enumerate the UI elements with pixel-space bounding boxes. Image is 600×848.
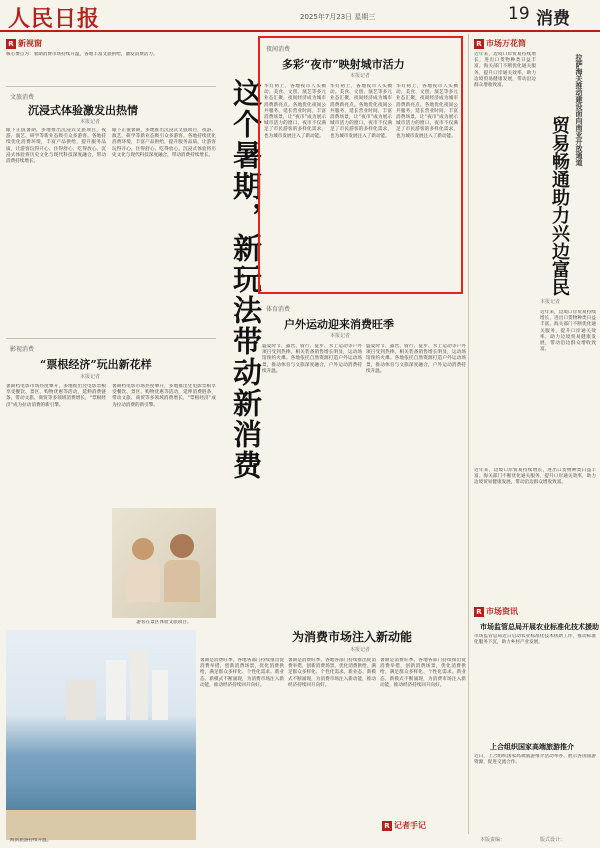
section-label-new-window: R 新视窗 — [6, 38, 42, 49]
highlight-body-col1: 华灯初上，各地夜市人头攒动。美食、文创、演艺等多元业态汇聚，夜间经济成为城市消费新亮点。各地优化夜间公共服务，延长营业时间，丰富消费场景，让“夜市”成为展示城市活力的窗口。夜市不仅满足了市民游客的多样化需求，也为城市发展注入了新动能。 — [264, 84, 326, 139]
page-number: 19 — [508, 4, 530, 24]
article1-kicker: 文旅消费 — [10, 94, 35, 101]
bottom-body-col2: 暑期是消费旺季。各地各部门持续推出促消费举措，创新消费场景，优化消费供给，满足群众多样化、个性化需求。新业态、新模式不断涌现，为消费市场注入新动能，推动经济持续回升向好。 — [288, 658, 376, 688]
outdoor-body-col2: 盛夏时节，露营、骑行、徒步、水上运动等户外项目受到热捧。相关装备销售增长明显，运动场馆预约火爆。各地依托自然资源打造户外运动场景，推动体育与文旅深度融合，户外运动消费持续升温。 — [366, 344, 466, 374]
bottom-byline: 本报记者 — [350, 647, 371, 653]
beach-photo — [6, 630, 196, 840]
right-body-col2: 近年来，边境口岸贸易持续增长，进出口货物种类日益丰富。海关部门不断优化通关服务，提升口岸通关效率，助力边境贸易健康发展，带动沿边群众增收致富。 — [540, 310, 596, 353]
beach — [6, 810, 196, 840]
feature-big-title: 这个暑期，新玩法带动新消费 — [229, 78, 263, 481]
building — [152, 670, 168, 720]
highlight-byline: 本报记者 — [350, 73, 371, 79]
article2-body-col1: 暑期档电影市场热度攀升，多地推出凭电影票根享受餐饮、景区、购物优惠等活动，延伸消费链条，带动文旅、商贸等多领域消费增长，“票根经济”成为拉动消费的新引擎。 — [6, 384, 106, 408]
bottom-body-col1: 暑期是消费旺季。各地各部门持续推出促消费举措，创新消费场景，优化消费供给，满足群众多样化、个性化需求。新业态、新模式不断涌现，为消费市场注入新动能，推动经济持续回升向好。 — [200, 658, 284, 688]
right-column-text: 拉萨海关推动建设面向南亚开放通道 — [575, 54, 584, 166]
section-label-market-news: R 市场资讯 — [474, 606, 518, 617]
article2-body-col2: 暑期档电影市场热度攀升，多地推出凭电影票根享受餐饮、景区、购物优惠等活动，延伸消费链条，带动文旅、商贸等多领域消费增长，“票根经济”成为拉动消费的新引擎。 — [112, 384, 216, 408]
footer-design: 版式设计： — [540, 837, 566, 843]
r-badge-icon: R — [474, 39, 484, 49]
dateline: 2025年7月23日 星期三 — [300, 13, 376, 21]
bottom-title: 为消费市场注入新动能 — [292, 630, 413, 644]
child-figure — [132, 538, 154, 560]
r-badge-icon: R — [6, 39, 16, 49]
right-headline: 贸易畅通助力兴边富民 — [549, 116, 570, 296]
page-section: 消费 — [536, 9, 570, 29]
child-figure — [170, 534, 194, 558]
right-body-lower: 近年来，边境口岸贸易持续增长，进出口货物种类日益丰富。海关部门不断优化通关服务，提升口岸通关效率，助力边境贸易健康发展，带动沿边群众增收致富。 — [474, 468, 596, 486]
section-label-market: R 市场万花筒 — [474, 38, 526, 49]
r-badge-icon: R — [474, 607, 484, 617]
child-body — [126, 562, 160, 602]
children-photo — [112, 508, 216, 618]
divider — [6, 86, 216, 87]
building — [130, 650, 148, 720]
column-divider — [468, 34, 469, 834]
article1-byline: 本报记者 — [80, 119, 101, 125]
right-byline: 本报记者 — [540, 299, 561, 305]
highlight-title: 多彩“夜市”映射城市活力 — [282, 58, 405, 71]
news-item1-body: 市场监管总局近日启动农业标准化技术援助工作，推动标准化服务下沉，助力乡村产业发展。 — [474, 634, 596, 646]
r-badge-icon: R — [382, 821, 392, 831]
child-body — [164, 560, 200, 602]
outdoor-title: 户外运动迎来消费旺季 — [284, 318, 394, 331]
divider — [6, 338, 216, 339]
outdoor-kicker: 体育消费 — [266, 306, 291, 313]
highlight-body-col2: 华灯初上，各地夜市人头攒动。美食、文创、演艺等多元业态汇聚，夜间经济成为城市消费新亮点。各地优化夜间公共服务，延长营业时间，丰富消费场景，让“夜市”成为展示城市活力的窗口。夜市不仅满足了市民游客的多样化需求，也为城市发展注入了新动能。 — [330, 84, 392, 139]
highlight-body-col3: 华灯初上，各地夜市人头攒动。美食、文创、演艺等多元业态汇聚，夜间经济成为城市消费新亮点。各地优化夜间公共服务，延长营业时间，丰富消费场景，让“夜市”成为展示城市活力的窗口。夜市不仅满足了市民游客的多样化需求，也为城市发展注入了新动能。 — [396, 84, 458, 139]
photo-caption: 游客在景区体验文旅项目。 — [136, 620, 192, 625]
building — [66, 680, 96, 720]
news-item1-title: 市场监管总局开展农业标准化技术援助 — [480, 623, 599, 631]
highlight-kicker: 夜间消费 — [266, 46, 291, 53]
intro-text: 核心要点为：暑期消费市场持续升温，各地丰富文旅供给，激发消费活力。 — [6, 52, 158, 57]
bottom-body-col3: 暑期是消费旺季。各地各部门持续推出促消费举措，创新消费场景，优化消费供给，满足群众多样化、个性化需求。新业态、新模式不断涌现，为消费市场注入新动能，推动经济持续回升向好。 — [380, 658, 466, 688]
article2-kicker: 影视消费 — [10, 346, 35, 353]
section-label-notebook: R 记者手记 — [382, 820, 426, 831]
article1-title: 沉浸式体验激发出热情 — [28, 104, 138, 117]
article1-body-col1: 眼下正值暑期，多地推出沉浸式文旅项目，夜游、演艺、研学等新业态吸引众多游客。各地持续优化消费环境，丰富产品供给，提升服务品质，让游客玩得开心、住得舒心、吃得放心。沉浸式体验将历史文化与现代科技深度融合，带动消费持续增长。 — [6, 128, 106, 165]
outdoor-body-col1: 盛夏时节，露营、骑行、徒步、水上运动等户外项目受到热捧。相关装备销售增长明显，运动场馆预约火爆。各地依托自然资源打造户外运动场景，推动体育与文旅深度融合，户外运动消费持续升温。 — [262, 344, 362, 374]
right-body-col1: 近年来，边境口岸贸易持续增长，进出口货物种类日益丰富。海关部门不断优化通关服务，提升口岸通关效率，助力边境贸易健康发展，带动沿边群众增收致富。 — [474, 52, 536, 89]
article2-title: “票根经济”玩出新花样 — [40, 358, 152, 371]
news-item2-title: 上合组织国家高端旅游推介 — [490, 743, 574, 751]
building — [106, 660, 126, 720]
outdoor-byline: 本报记者 — [330, 333, 351, 339]
beach-photo-caption: 海滨旅游持续升温。 — [10, 838, 52, 843]
article2-byline: 本报记者 — [80, 374, 101, 380]
article1-body-col2: 眼下正值暑期，多地推出沉浸式文旅项目，夜游、演艺、研学等新业态吸引众多游客。各地持续优化消费环境，丰富产品供给，提升服务品质，让游客玩得开心、住得舒心、吃得放心。沉浸式体验将历史文化与现代科技深度融合，带动消费持续增长。 — [112, 128, 216, 158]
newspaper-logo: 人民日报 — [8, 6, 101, 32]
news-item2-body: 近日，上合组织国家高端旅游推介活动举办，展示各国旅游资源，促进交流合作。 — [474, 754, 596, 766]
footer-editor: 本版责编： — [480, 837, 506, 843]
